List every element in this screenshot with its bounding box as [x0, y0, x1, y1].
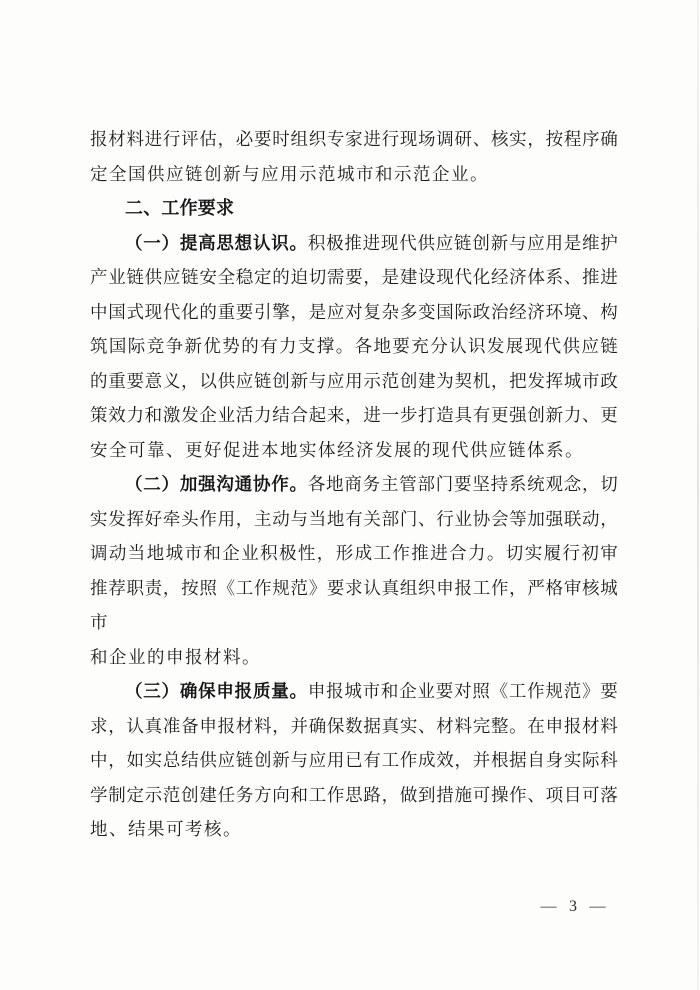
paragraph-line: 安全可靠、更好促进本地实体经济发展的现代供应链体系。 — [90, 439, 584, 460]
paragraph-line: 和企业的申报材料。 — [90, 646, 261, 667]
paragraph-line: 实发挥好牵头作用，主动与当地有关部门、行业协会等加强联动， — [90, 508, 618, 529]
paragraph-line — [90, 674, 618, 709]
paragraph-text: 各地商务主管部门要坚持系统观念，切 — [307, 474, 618, 494]
paragraph-line: 的重要意义，以供应链创新与应用示范创建为契机，把发挥城市政 — [90, 370, 618, 391]
paragraph-line: 报材料进行评估，必要时组织专家进行现场调研、核实，按程序确 — [90, 129, 618, 149]
section-heading: 二、工作要求 — [125, 198, 235, 218]
paragraph-line — [90, 467, 618, 502]
footer-dash-left: — — [540, 898, 557, 915]
paragraph-line: 学制定示范创建任务方向和工作思路，做到措施可操作、项目可落 — [90, 784, 618, 805]
scan-edge-artifact — [697, 0, 699, 990]
paragraph-line: 定全国供应链创新与应用示范城市和示范企业。 — [90, 163, 489, 184]
paragraph-line: 求，认真准备申报材料，并确保数据真实、材料完整。在申报材料 — [90, 715, 618, 736]
subsection-title: （三）确保申报质量。 — [125, 681, 308, 701]
paragraph-line: 中，如实总结供应链创新与应用已有工作成效，并根据自身实际科 — [90, 750, 618, 770]
footer-dash-right: — — [589, 898, 606, 915]
paragraph-line: 中国式现代化的重要引擎，是应对复杂多变国际政治经济环境、构 — [90, 301, 618, 322]
paragraph-line: 策效力和激发企业活力结合起来，进一步打造具有更强创新力、更 — [90, 405, 618, 425]
paragraph-text: 积极推进现代供应链创新与应用是维护 — [307, 232, 618, 253]
paragraph-line: 调动当地城市和企业积极性，形成工作推进合力。切实履行初审 — [90, 543, 618, 563]
subsection-title: （二）加强沟通协作。 — [125, 474, 308, 494]
paragraph-line: 推荐职责，按照《工作规范》要求认真组织申报工作，严格审核城市 — [90, 577, 618, 632]
paragraph-text: 申报城市和企业要对照《工作规范》要 — [307, 681, 618, 701]
paragraph-line: 产业链供应链安全稳定的迫切需要，是建设现代化经济体系、推进 — [90, 267, 618, 287]
paragraph-line: 地、结果可考核。 — [90, 819, 242, 839]
paragraph-line: 筑国际竞争新优势的有力支撑。各地要充分认识发展现代供应链 — [90, 336, 618, 356]
page-footer — [541, 898, 607, 916]
document-body — [90, 122, 618, 847]
paragraph-line — [90, 226, 618, 261]
subsection-title: （一）提高思想认识。 — [125, 232, 308, 253]
page-number: 3 — [569, 898, 578, 915]
